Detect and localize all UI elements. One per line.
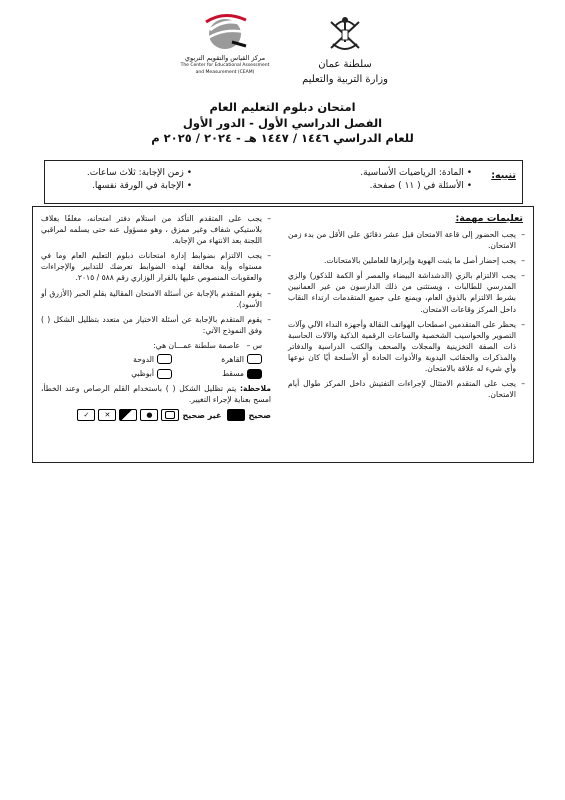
- example-question: [41, 340, 271, 379]
- instruction-item: – يقوم المتقدم بالإجابة عن أسئلة الامتحان المقالية بقلم الحبر (الأزرق أو الأسود).: [41, 288, 271, 310]
- title-line-3: للعام الدراسي ١٤٤٦ / ١٤٤٧ هـ - ٢٠٢٤ / ٢٠٢٥ م: [151, 131, 414, 145]
- example-q-label: س –: [246, 340, 262, 350]
- option-abudhabi: أبوظبي: [82, 368, 172, 379]
- center-name-ar: مركز القياس والتقويم التربوي: [184, 54, 266, 62]
- title-line-1: امتحان دبلوم التعليم العام: [209, 100, 356, 114]
- option-doha: الدوحة: [82, 354, 172, 365]
- title-line-2: الفصل الدراسي الأول - الدور الأول: [182, 115, 383, 130]
- instructions-title: تعليمات مهمة:: [455, 213, 523, 224]
- note-label: ملاحظة:: [240, 384, 271, 394]
- answer-place-text: الإجابة في الورقة نفسها.: [91, 181, 184, 191]
- shading-note: [41, 383, 271, 405]
- instruction-item: – يجب الالتزام بضوابط إدارة امتحانات دبلوم التعليم العام وما في مستواه وأية مخالفة لهذه الضوابط تعرضك للتدابير والإجراءات والعقوبات المنصوص عليها بالقرار الوزاري رقم ٥٨٨ / ٢٠١٥.: [41, 250, 271, 283]
- instruction-item: – يجب الحضور إلى قاعة الامتحان قبل عشر دقائق على الأقل من بدء زمن الامتحان.: [288, 229, 525, 251]
- instruction-item: – يحظر على المتقدمين اصطحاب الهواتف النقالة وأجهزة النداء الآلي وآلات التصوير والحواسيب الشخصية والساعات الرقمية الذكية والآلات الحاسبة ذات الصفة التخزينية والمجلات والصحف والكتب الدراسية والدفاتر والمذكرات والحقائب اليدوية والأدوات الحادة أو الأسلحة أيًا كان نوعها وأي شيء له علاقة بالامتحان.: [288, 319, 525, 374]
- option-cairo: القاهرة: [172, 354, 262, 365]
- empty-bubble-icon: [157, 369, 172, 379]
- national-emblem-icon: [323, 12, 367, 56]
- ceam-logo: [175, 12, 275, 75]
- wrong-label: غير صحيح: [182, 410, 222, 420]
- empty-bubble-icon: [157, 354, 172, 364]
- notice-box: [44, 160, 523, 204]
- pages-text: الأسئلة في ( ١١ ) صفحة.: [369, 181, 464, 191]
- partial-shade-sample-icon: [119, 409, 137, 421]
- check-sample-icon: ✓: [77, 409, 95, 421]
- sultanate-name: سلطنة عمان: [318, 59, 372, 70]
- subject-item: • المادة: الرياضيات الأساسية.: [360, 168, 472, 178]
- bubble-samples: [41, 409, 271, 421]
- dot-sample-icon: ●: [140, 409, 158, 421]
- example-options: [41, 354, 262, 379]
- correct-sample-icon: [227, 409, 245, 421]
- empty-bubble-icon: [247, 354, 262, 364]
- half-empty-sample-icon: [161, 409, 179, 421]
- instructions-left-column: [41, 213, 271, 421]
- answer-place-item: • الإجابة في الورقة نفسها.: [91, 181, 192, 191]
- filled-bubble-icon: [247, 369, 262, 379]
- pages-item: • الأسئلة في ( ١١ ) صفحة.: [369, 181, 472, 191]
- correct-label: صحيح: [248, 410, 271, 420]
- time-text: زمن الإجابة: ثلاث ساعات.: [86, 168, 184, 178]
- option-muscat: مسقط: [172, 368, 262, 379]
- instructions-box: [32, 206, 534, 463]
- instruction-item: – يقوم المتقدم بالإجابة عن أسئلة الاختيار من متعدد بتظليل الشكل ( ) وفق النموذج الآتي:: [41, 314, 271, 336]
- center-name-en-1: The Center for Educational Assessment: [180, 63, 270, 68]
- ministry-logo: [295, 12, 395, 86]
- center-name-en-2: and Measurement (CEAM): [195, 69, 255, 75]
- ceam-globe-icon: [202, 12, 248, 52]
- ministry-name: وزارة التربية والتعليم: [302, 74, 388, 85]
- exam-titles: [0, 100, 565, 147]
- notice-label: تنبيه:: [491, 170, 516, 181]
- instruction-item: – يجب على المتقدم الامتثال لإجراءات التفتيش داخل المركز طوال أيام الامتحان.: [288, 378, 525, 400]
- instruction-item: – يجب على المتقدم التأكد من استلام دفتر امتحانه، مغلفًا بغلاف بلاستيكي شفاف وغير ممزق ، وهو مسؤول عنه حتى يسلمه لمراقبي اللجنة بعد الانتهاء من الإجابة.: [41, 213, 271, 246]
- instruction-item: – يجب الالتزام بالزي (الدشداشة البيضاء والمصر أو الكمة للذكور) والزي المدرسي للطالبات ، ويستثنى من ذلك الدارسون من غير العمانيين بشرط الالتزام بالذوق العام، ويمنع على جميع المتقدمات ارتداء النقاب داخل المركز وقاعات الامتحان.: [288, 270, 525, 314]
- instruction-item: – يجب إحضار أصل ما يثبت الهوية وإبرازها للعاملين بالامتحانات.: [288, 255, 525, 266]
- cross-sample-icon: ✕: [98, 409, 116, 421]
- example-q-text: عاصمة سلطنة عمـــان هي:: [153, 340, 241, 350]
- instructions-right-column: [288, 229, 525, 404]
- note-text: يتم تظليل الشكل ( ) باستخدام القلم الرصاص وعند الخطأ، امسح بعناية لإجراء التغيير.: [41, 384, 271, 405]
- time-item: • زمن الإجابة: ثلاث ساعات.: [86, 168, 192, 178]
- subject-text: المادة: الرياضيات الأساسية.: [360, 168, 464, 178]
